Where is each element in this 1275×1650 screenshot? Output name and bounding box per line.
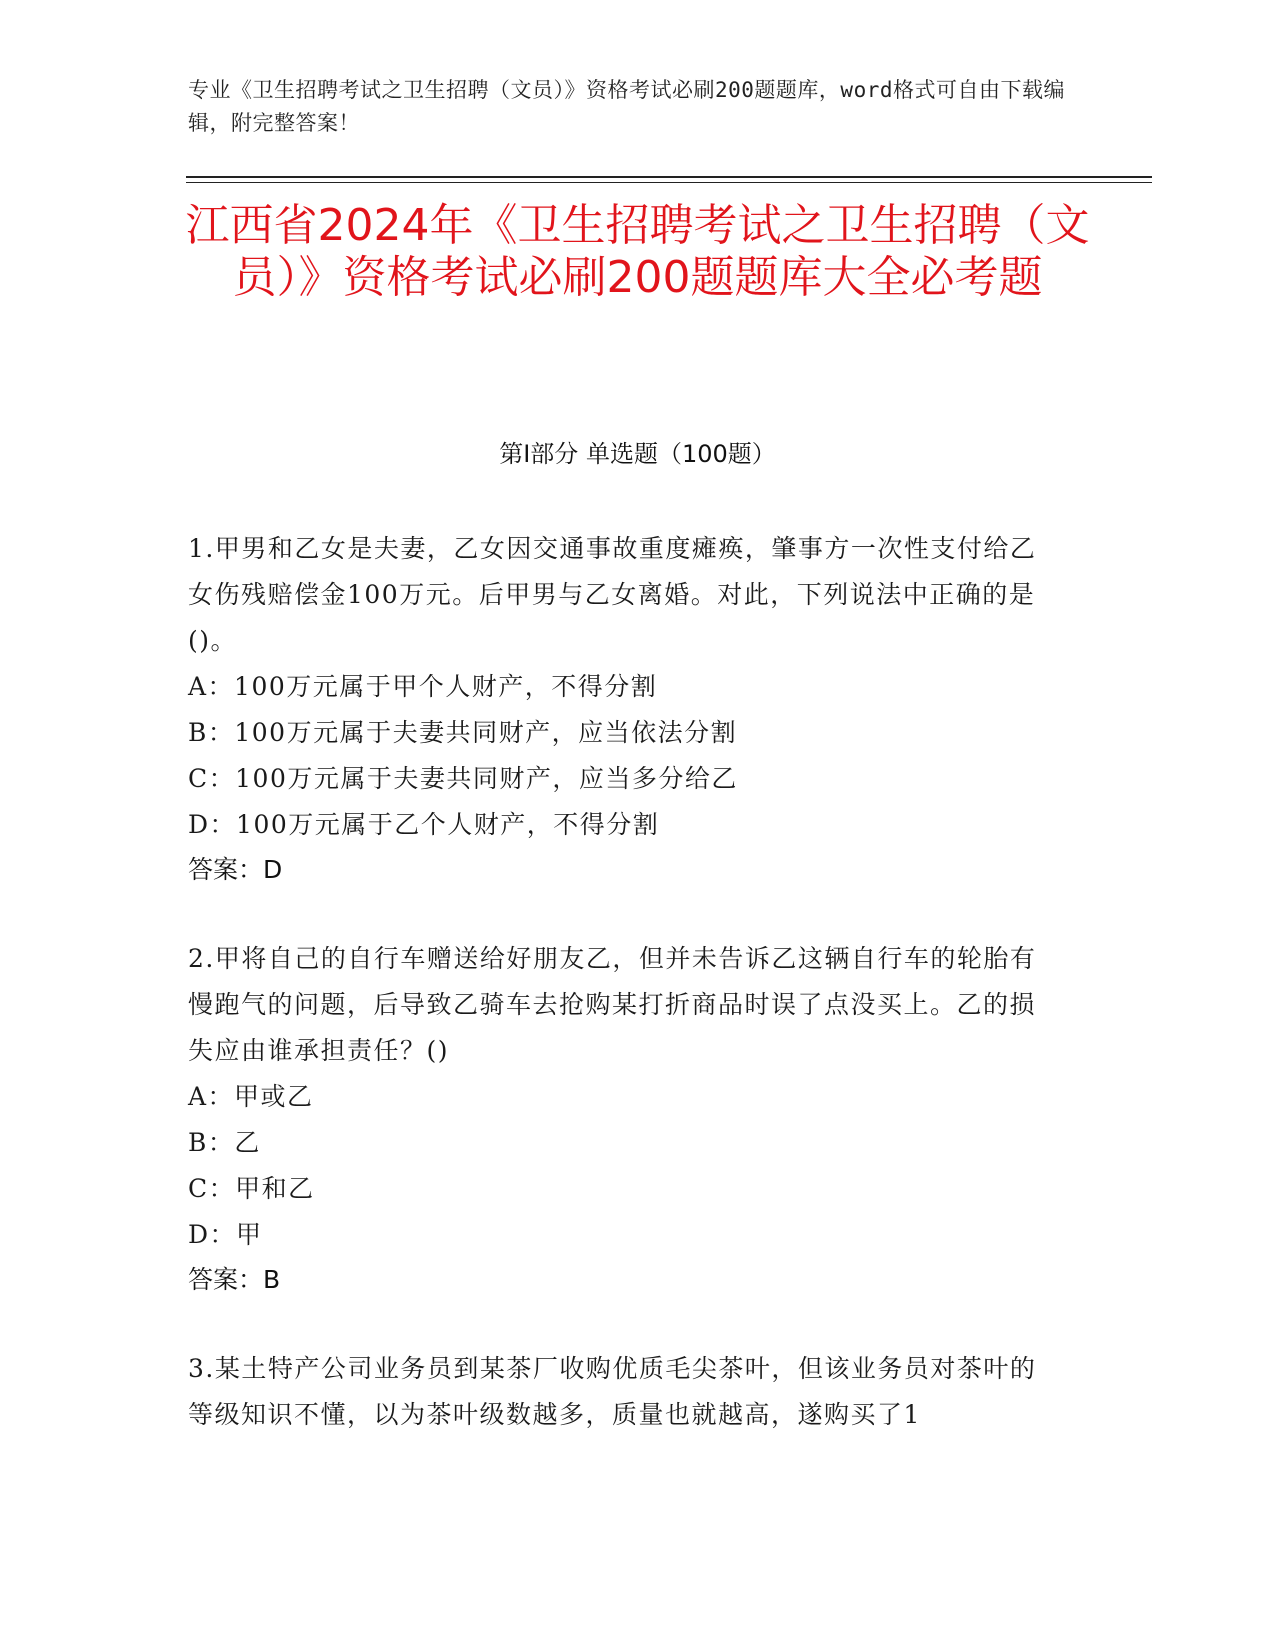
section-heading: 第I部分 单选题（100题） <box>499 440 776 468</box>
option-a: A：100万元属于甲个人财产，不得分割 <box>188 672 658 701</box>
question-stem: 1.甲男和乙女是夫妻，乙女因交通事故重度瘫痪，肇事方一次性支付给乙女伤残赔偿金100万元。后甲男与乙女离婚。对此，下列说法中正确的是()。 <box>188 534 1037 655</box>
document-title: 江西省2024年《卫生招聘考试之卫生招聘（文员）》资格考试必刷200题题库大全必考题 <box>185 200 1090 303</box>
option-a: A：甲或乙 <box>188 1082 314 1111</box>
question-stem: 3.某土特产公司业务员到某茶厂收购优质毛尖茶叶，但该业务员对茶叶的等级知识不懂，以为茶叶级数越多，质量也就越高，遂购买了1 <box>188 1354 1037 1429</box>
option-c: C：100万元属于夫妻共同财产，应当多分给乙 <box>188 764 738 793</box>
answer: 答案：D <box>188 855 283 884</box>
question-list <box>188 526 1058 1482</box>
question-stem: 2.甲将自己的自行车赠送给好朋友乙，但并未告诉乙这辆自行车的轮胎有慢跑气的问题，后导致乙骑车去抢购某打折商品时误了点没买上。乙的损失应由谁承担责任？() <box>188 944 1037 1065</box>
answer: 答案：B <box>188 1265 281 1294</box>
option-d: D：100万元属于乙个人财产，不得分割 <box>188 810 660 839</box>
option-d: D：甲 <box>188 1220 263 1249</box>
header-rule-thick <box>186 176 1152 178</box>
question-1 <box>188 526 1058 892</box>
question-2 <box>188 936 1058 1302</box>
header-note: 专业《卫生招聘考试之卫生招聘（文员）》资格考试必刷200题题库，word格式可自由下载编辑，附完整答案！ <box>188 78 1065 135</box>
question-3 <box>188 1346 1058 1438</box>
option-c: C：甲和乙 <box>188 1174 315 1203</box>
option-b: B：乙 <box>188 1128 261 1157</box>
header-rule-thin <box>186 182 1152 183</box>
option-b: B：100万元属于夫妻共同财产，应当依法分割 <box>188 718 738 747</box>
